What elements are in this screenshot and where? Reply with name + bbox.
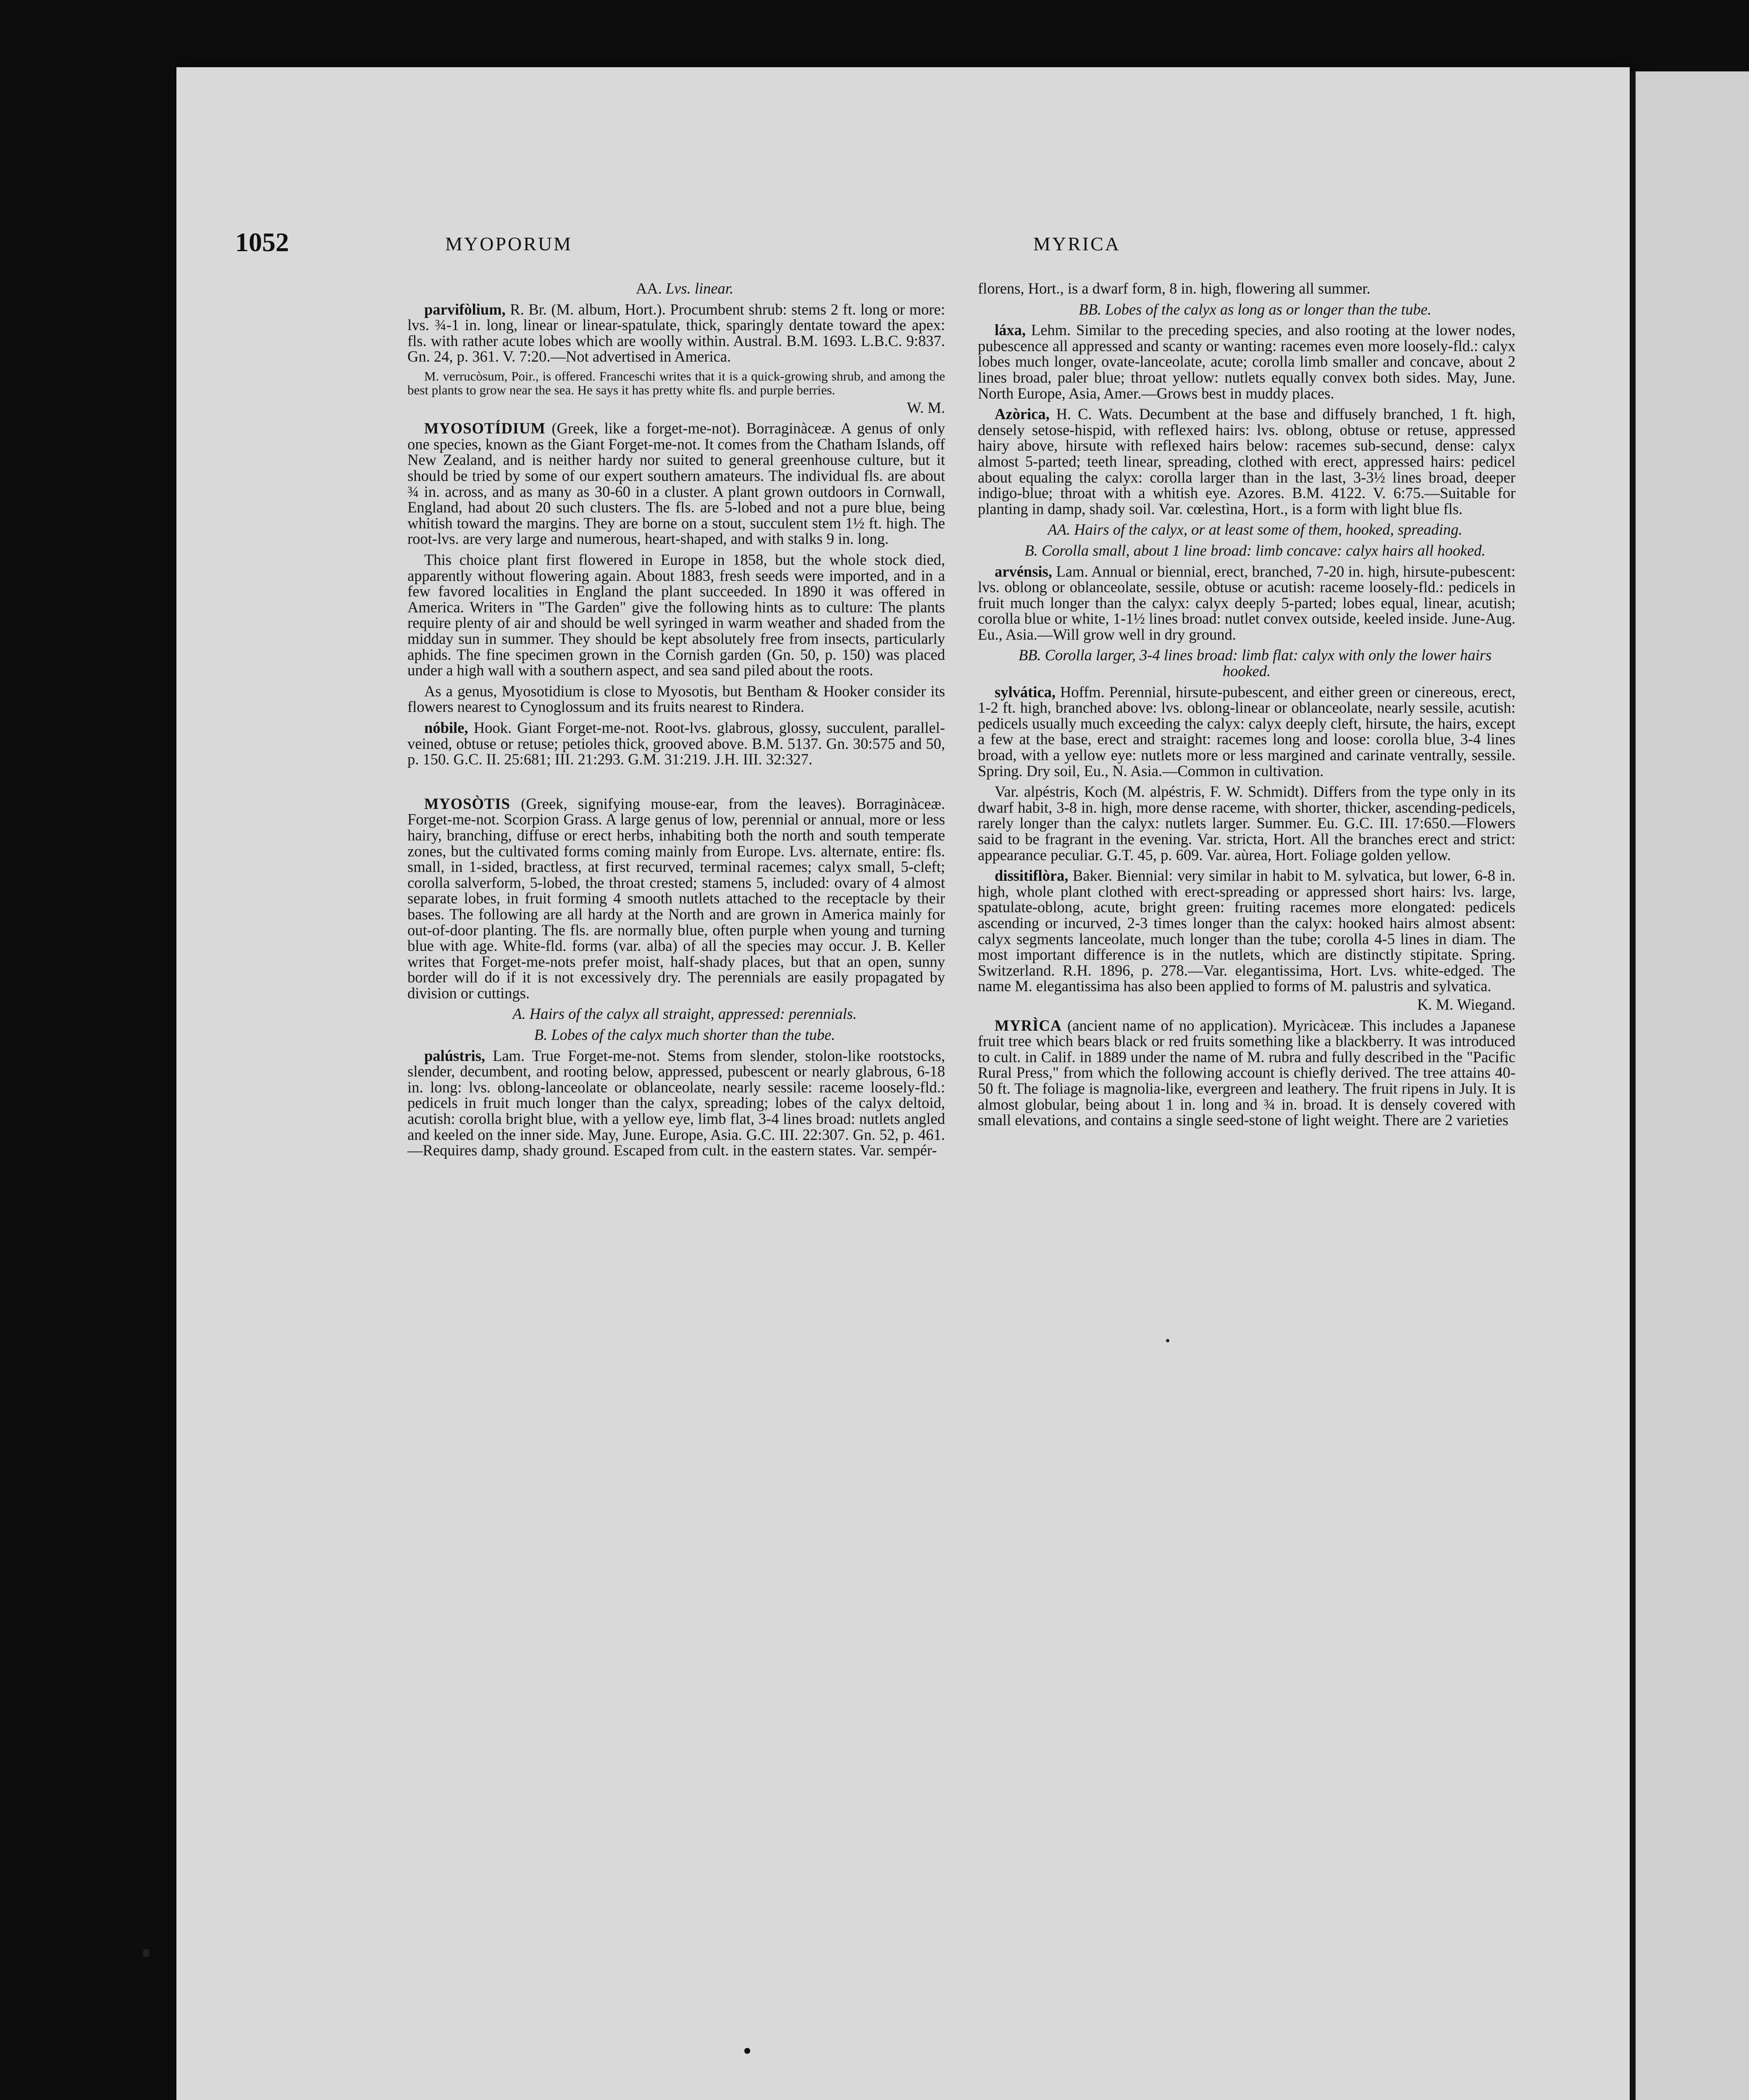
- running-head-left: MYOPORUM: [445, 233, 572, 255]
- entry-laxa: láxa, Lehm. Similar to the preceding species, and also rooting at the lower nodes, pubescence all appressed and scanty or wanting: racemes even more loosely-fld.: calyx lobes much longer, ovate-lanceolate, acute; corolla limb smaller and concave, about 2 lines broad, paler blue; throat yellow: nutlets equally convex both sides. May, June. North Europe, Asia, Amer.—Grows best in muddy places.: [978, 321, 1515, 402]
- page-number: 1052: [235, 227, 289, 257]
- entry-azorica: Azòrica, H. C. Wats. Decumbent at the base and diffusely branched, 1 ft. high, densely setose-hispid, with reflexed hairs: lvs. oblong, obtuse or retuse, appressed hairy above, hirsute with reflexed hairs below: racemes sub-secund, dense: calyx almost 5-parted; teeth linear, spreading, clothed with erect, appressed hairs: pedicel about equaling the calyx: corolla larger than in the last, 3-3½ lines broad, deeper indigo-blue; throat with a whitish eye. Azores. B.M. 4122. V. 6:75.—Suitable for planting in damp, shady soil. Var. cœlestìna, Hort., is a form with light blue fls.: [978, 405, 1515, 517]
- continuation-florens: florens, Hort., is a dwarf form, 8 in. high, flowering all summer.: [978, 280, 1371, 297]
- species-name: palústris,: [424, 1047, 486, 1064]
- author-signature: W. M.: [907, 399, 945, 416]
- key-heading: B. Corolla small, about 1 line broad: limb concave: calyx hairs all hooked.: [1024, 541, 1486, 559]
- entry-arvensis: arvénsis, Lam. Annual or biennial, erect, branched, 7-20 in. high, hirsute-pubescent: lvs. oblong or oblanceolate, sessile, obtuse or acutish: raceme loosely-fld.: pedicels in fruit much longer than the calyx: calyx deeply 5-parted; lobes equal, linear, acutish; corolla blue or white, 1-1½ lines broad: nutlet convex outside, keeled inside. June-Aug. Eu., Asia.—Will grow well in dry ground.: [978, 562, 1516, 643]
- paragraph: As a genus, Myosotidium is close to Myosotis, but Bentham & Hooker consider its flowers nearest to Cynoglossum and its fruits nearest to Rindera.: [407, 682, 945, 716]
- key-heading: AA. Lvs. linear.: [636, 280, 734, 297]
- entry-nobile: nóbile, Hook. Giant Forget-me-not. Root-lvs. glabrous, glossy, succulent, parallel-veined, obtuse or retuse; petioles thick, grooved above. B.M. 5137. Gn. 30:575 and 50, p. 150. G.C. II. 25:681; III. 21:293. G.M. 31:219. J.H. III. 32:327.: [407, 719, 945, 768]
- print-dot: [744, 2048, 750, 2054]
- species-name: Azòrica,: [995, 405, 1050, 423]
- genus-myosotidium: MYOSOTÍDIUM (Greek, like a forget-me-not). Borraginàceæ. A genus of only one species, known as the Giant Forget-me-not. It comes from the Chatham Islands, off New Zealand, and is neither hardy nor suited to general greenhouse culture, but it should be tried by some of our expert southern amateurs. The individual fls. are about ¾ in. across, and as many as 30-60 in a cluster. A plant grown outdoors in Cornwall, England, had about 20 such clusters. The fls. are 5-lobed and not a pure blue, being whitish toward the margins. They are borne on a stout, succulent stem 1½ ft. high. The root-lvs. are very large and numerous, heart-shaped, and with stalks 9 in. long.: [407, 420, 945, 548]
- genus-name: MYRÌCA: [995, 1016, 1062, 1034]
- left-column: [407, 281, 945, 1163]
- note-verrucosum: M. verrucòsum, Poir., is offered. Franceschi writes that it is a quick-growing shrub, and among the best plants to grow near the sea. He says it has pretty white fls. and purple berries.: [407, 368, 945, 397]
- key-heading: A. Hairs of the calyx all straight, appressed: perennials.: [512, 1005, 857, 1023]
- running-header: [235, 227, 1428, 260]
- genus-name: MYOSOTÍDIUM: [424, 420, 546, 437]
- species-name: parvifòlium,: [424, 300, 506, 318]
- species-name: arvénsis,: [995, 562, 1052, 580]
- author-signature: K. M. Wiegand.: [1417, 995, 1515, 1013]
- genus-myrica: MYRÌCA (ancient name of no application). Myricàceæ. This includes a Japanese fruit tree which bears black or red fruits something like a blackberry. It was introduced to cult. in Calif. in 1889 under the name of M. rubra and fully described in the "Pacific Rural Press," from which the following account is chiefly derived. The tree attains 40-50 ft. The foliage is magnolia-like, evergreen and leathery. The fruit ripens in July. It is almost globular, being about 1 in. long and ¾ in. broad. It is densely covered with small elevations, and contains a single seed-stone of light weight. There are 2 varieties: [978, 1016, 1516, 1129]
- scan-speck: [1166, 1339, 1169, 1342]
- key-heading: AA. Hairs of the calyx, or at least some of them, hooked, spreading.: [1048, 521, 1463, 538]
- paragraph: This choice plant first flowered in Europe in 1858, but the whole stock died, apparently without flowering again. About 1883, fresh seeds were imported, and in a few favored localities in England the plant succeeded. In 1890 it was offered in America. Writers in "The Garden" give the following hints as to culture: The plants require plenty of air and should be well syringed in warm weather and shaded from the midday sun in summer. They should be kept absolutely free from insects, particularly aphids. The fine specimen grown in the Cornish garden (Gn. 50, p. 150) was placed under a high wall with a southern aspect, and sea sand piled about the roots.: [407, 551, 945, 679]
- scan-speck: [143, 1949, 150, 1957]
- running-head-right: MYRICA: [1033, 233, 1121, 255]
- entry-palustris: palústris, Lam. True Forget-me-not. Stems from slender, stolon-like rootstocks, slender, decumbent, and rooting below, appressed, pubescent or nearly glabrous, 6-18 in. long: lvs. oblong-lanceolate or oblanceolate, nearly sessile: raceme loosely-fld.: pedicels in fruit much longer than the calyx, spreading; lobes of the calyx deltoid, acutish: corolla bright blue, with a yellow eye, limb flat, 3-4 lines broad: nutlets angled and keeled on the inner side. May, June. Europe, Asia. G.C. III. 22:307. Gn. 52, p. 461.—Requires damp, shady ground. Escaped from cult. in the eastern states. Var. sempér-: [407, 1047, 945, 1159]
- key-heading: B. Lobes of the calyx much shorter than the tube.: [534, 1026, 835, 1044]
- species-name: sylvática,: [995, 683, 1056, 701]
- genus-name: MYOSÒTIS: [424, 795, 510, 812]
- species-name: láxa,: [995, 321, 1026, 339]
- genus-myosotis: MYOSÒTIS (Greek, signifying mouse-ear, from the leaves). Borraginàceæ. Forget-me-not. Scorpion Grass. A large genus of low, perennial or annual, more or less hairy, branching, diffuse or erect herbs, inhabiting both the north and south temperate zones, but the cultivated forms coming mainly from Europe. Lvs. alternate, entire: fls. small, in 1-sided, bractless, at first recurved, terminal racemes; calyx small, 5-cleft; corolla salverform, 5-lobed, the throat crested; stamens 5, included: ovary of 4 almost separate lobes, in fruit forming 4 smooth nutlets attached to the receptacle by their bases. The following are all hardy at the North and are grown in America mainly for out-of-door planting. The fls. are normally blue, often purple when young and turning blue with age. White-fld. forms (var. alba) of all the species may occur. J. B. Keller writes that Forget-me-nots prefer moist, half-shady places, but that an open, sunny border will do if it is not excessively dry. The perennials are easily propagated by division or cuttings.: [407, 795, 945, 1002]
- adjacent-page-edge: [1630, 71, 1749, 2100]
- species-name: dissitiflòra,: [995, 867, 1069, 885]
- entry-sylvatica: sylvática, Hoffm. Perennial, hirsute-pubescent, and either green or cinereous, erect, 1-2 ft. high, branched above: lvs. oblong-linear or oblanceolate, nearly sessile, acutish: pedicels usually much exceeding the calyx: calyx deeply cleft, hirsute, the hairs, except a few at the base, erect and straight: racemes long and loose: corolla blue, 3-4 lines broad, with a yellow eye: nutlets more or less margined and carinate ventrally, sessile. Spring. Dry soil, Eu., N. Asia.—Common in cultivation.: [978, 683, 1515, 780]
- key-heading: BB. Corolla larger, 3-4 lines broad: limb flat: calyx with only the lower hairs hooked.: [1018, 646, 1492, 680]
- key-heading: BB. Lobes of the calyx as long as or longer than the tube.: [1079, 300, 1431, 318]
- species-name: nóbile,: [424, 719, 468, 736]
- variety-alpestris: Var. alpéstris, Koch (M. alpéstris, F. W. Schmidt). Differs from the type only in its dwarf habit, 3-8 in. high, more dense raceme, with shorter, thicker, ascending-pedicels, rarely longer than the calyx: nutlets larger. Summer. Eu. G.C. III. 17:650.—Flowers said to be fragrant in the evening. Var. stricta, Hort. All the branches erect and strict: appearance peculiar. G.T. 45, p. 609. Var. aùrea, Hort. Foliage golden yellow.: [978, 783, 1515, 864]
- entry-dissitiflora: dissitiflòra, Baker. Biennial: very similar in habit to M. sylvatica, but lower, 6-8 in. high, whole plant clothed with erect-spreading or appressed short hairs: lvs. large, spatulate-oblong, acute, bright green: fruiting racemes more elongated: pedicels ascending or incurved, 2-3 times longer than the calyx: hooked hairs almost absent: calyx segments lanceolate, much longer than the tube; corolla 4-5 lines in diam. The most important difference is in the nutlets, which are distinctly stipitate. Spring. Switzerland. R.H. 1896, p. 278.—Var. elegantissima, Hort. Lvs. white-edged. The name M. elegantissima has also been applied to forms of M. palustris and sylvatica.: [978, 867, 1515, 995]
- entry-parvifolium: parvifòlium, R. Br. (M. album, Hort.). Procumbent shrub: stems 2 ft. long or more: lvs. ¾-1 in. long, linear or linear-spatulate, thick, sparingly dentate toward the apex: fls. with rather acute lobes which are woolly within. Austral. B.M. 1693. L.B.C. 9:837. Gn. 24, p. 361. V. 7:20.—Not advertised in America.: [407, 300, 945, 365]
- right-column: [978, 281, 1515, 1133]
